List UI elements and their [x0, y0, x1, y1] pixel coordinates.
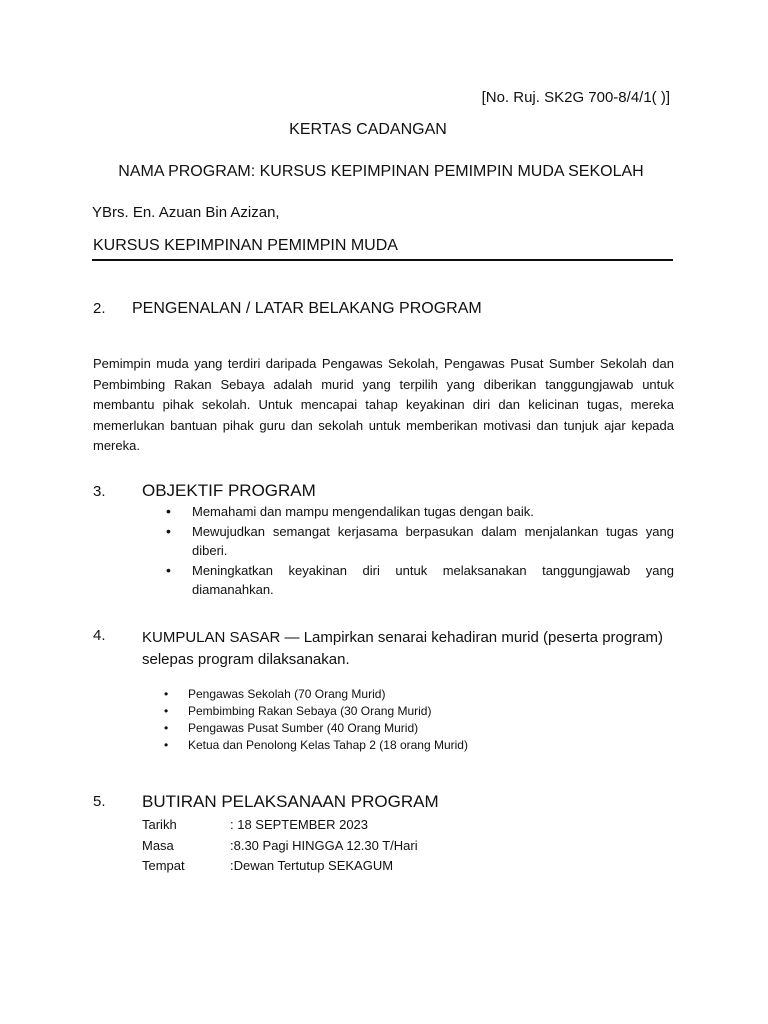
list-item: • Pengawas Sekolah (70 Orang Murid)	[164, 686, 468, 703]
document-title: KERTAS CADANGAN	[289, 121, 447, 138]
section-4-number: 4.	[93, 627, 106, 644]
detail-label: Tempat	[142, 858, 185, 873]
detail-row-date	[142, 815, 418, 836]
program-details	[142, 815, 418, 877]
list-item: • Pembimbing Rakan Sebaya (30 Orang Murid)	[164, 703, 468, 720]
target-group-list	[164, 686, 468, 754]
section-2-number: 2.	[93, 300, 106, 317]
section-3-heading: OBJEKTIF PROGRAM	[142, 481, 316, 500]
detail-label: Tarikh	[142, 817, 177, 832]
section-4-text: KUMPULAN SASAR — Lampirkan senarai kehadiran murid (peserta program) selepas program dilaksanakan.	[142, 629, 664, 668]
list-item: • Pengawas Pusat Sumber (40 Orang Murid)	[164, 720, 468, 737]
detail-row-time	[142, 836, 418, 857]
program-name: NAMA PROGRAM: KURSUS KEPIMPINAN PEMIMPIN MUDA SEKOLAH	[118, 163, 644, 180]
salutation: YBrs. En. Azuan Bin Azizan,	[92, 204, 280, 221]
detail-value: :8.30 Pagi HINGGA 12.30 T/Hari	[230, 837, 418, 853]
section-2-heading: PENGENALAN / LATAR BELAKANG PROGRAM	[132, 300, 482, 317]
section-2-paragraph: Pemimpin muda yang terdiri daripada Pengawas Sekolah, Pengawas Pusat Sumber Sekolah dan Pembimbing Rakan Sebaya adalah murid yang terpilih yang diberikan tanggungjawab untuk membantu pihak sekolah. Untuk mencapai tahap keyakinan diri dan kelicinan tugas, mereka memerlukan bantuan pihak guru dan sekolah untuk memberikan motivasi dan tunjuk ajar kepada mereka.	[93, 356, 674, 453]
title-underline	[92, 259, 673, 261]
detail-row-venue	[142, 856, 418, 877]
detail-value: : 18 SEPTEMBER 2023	[230, 817, 369, 832]
section-5-number: 5.	[93, 793, 106, 810]
course-title: KURSUS KEPIMPINAN PEMIMPIN MUDA	[93, 237, 398, 254]
detail-label: Masa	[142, 837, 174, 853]
list-item: • Mewujudkan semangat kerjasama berpasukan dalam menjalankan tugas yang diberi.	[166, 522, 674, 561]
list-item: • Ketua dan Penolong Kelas Tahap 2 (18 orang Murid)	[164, 737, 468, 754]
detail-value: :Dewan Tertutup SEKAGUM	[230, 858, 394, 873]
objective-list	[166, 502, 674, 600]
list-item: • Memahami dan mampu mengendalikan tugas dengan baik.	[166, 502, 674, 522]
list-item: • Meningkatkan keyakinan diri untuk melaksanakan tanggungjawab yang diamanahkan.	[166, 561, 674, 600]
section-3-number: 3.	[93, 483, 106, 500]
section-5-heading: BUTIRAN PELAKSANAAN PROGRAM	[142, 792, 439, 811]
reference-number: [No. Ruj. SK2G 700-8/4/1( )]	[481, 89, 670, 106]
